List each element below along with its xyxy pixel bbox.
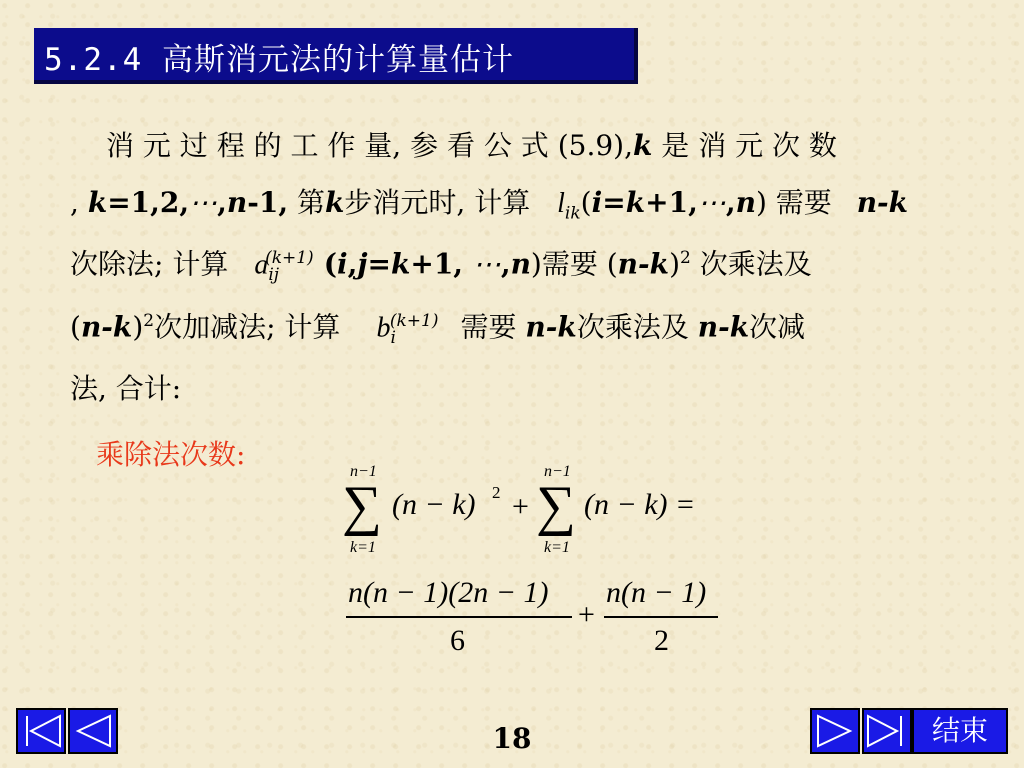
last-page-icon xyxy=(864,710,910,752)
sum-sign-2: ∑ xyxy=(536,475,576,537)
slide-title: 5.2.4 高斯消元法的计算量估计 xyxy=(44,42,514,78)
fraction-2-bar xyxy=(604,616,718,618)
paragraph-line-5: 法, 合计: xyxy=(70,372,182,405)
mult-div-count-label: 乘除法次数: xyxy=(96,438,246,471)
fraction-1-bar xyxy=(346,616,572,618)
sum-sign-1: ∑ xyxy=(342,475,382,537)
next-page-icon xyxy=(812,710,858,752)
end-show-button[interactable]: 结束 xyxy=(912,708,1008,754)
paragraph-line-2: , k=1,2,⋯,n-1, 第k步消元时, 计算 $l_{ik}(i=k+1,\cdots,n)$ 需要 n-k xyxy=(70,186,909,224)
next-page-button[interactable] xyxy=(810,708,860,754)
fraction-1-numerator: n(n − 1)(2n − 1) xyxy=(348,576,549,609)
paragraph-line-4: $(n-k)^2$次加减法; 计算 $b_i^{(k+1)}$ 需要 n-k次乘法及 n-k次减 xyxy=(70,310,806,348)
fraction-1-denominator: 6 xyxy=(450,624,465,657)
slide-title-bar xyxy=(34,28,638,84)
page-number: 18 xyxy=(492,722,532,755)
paragraph-line-3: 次除法; 计算 $a_{ij}^{(k+1)}$ (i,j=k+1, ⋯,n)需要 $(n-k)^2$ 次乘法及 xyxy=(70,247,812,285)
fraction-2-denominator: 2 xyxy=(654,624,669,657)
last-page-button[interactable] xyxy=(862,708,912,754)
paragraph-line-1: 消 元 过 程 的 工 作 量, 参 看 公 式 (5.9),k 是 消 元 次 数 xyxy=(106,129,837,162)
fraction-2-numerator: n(n − 1) xyxy=(606,576,707,609)
